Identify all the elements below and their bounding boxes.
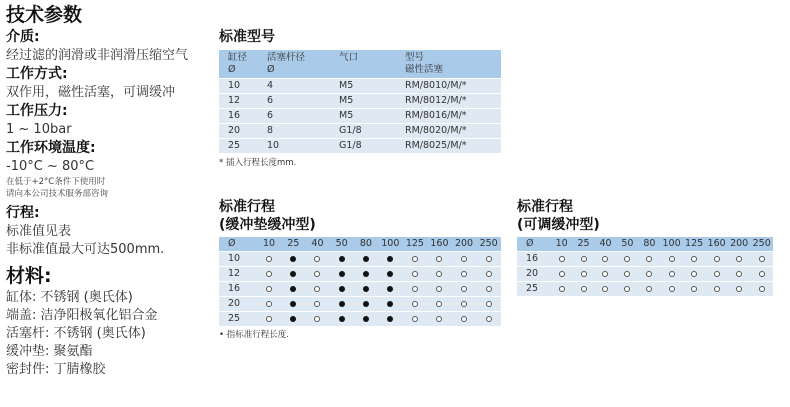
bore-cell: 25 xyxy=(219,311,257,326)
bore-cell: 25 xyxy=(219,138,267,153)
standard-stroke-dot xyxy=(339,271,345,277)
available-stroke-circle xyxy=(266,256,272,262)
material-2: 端盖: 洁净阳极氧化铝合金 xyxy=(6,308,158,323)
stroke-cell xyxy=(476,281,501,296)
temp-label: 工作环境温度: xyxy=(6,140,96,156)
available-stroke-circle xyxy=(602,271,608,277)
available-stroke-circle xyxy=(581,271,587,277)
port-cell: G1/8 xyxy=(339,138,405,153)
port-header: 气口 xyxy=(339,52,359,63)
rod-cell: 6 xyxy=(267,108,339,123)
standard-stroke-dot xyxy=(290,316,296,322)
stroke-header: 50 xyxy=(335,238,348,250)
stroke-cell xyxy=(660,266,683,281)
bore-cell: 10 xyxy=(219,251,257,266)
stroke-header: 10 xyxy=(262,238,276,250)
stroke-cell xyxy=(573,251,595,266)
standard-stroke-dot xyxy=(363,301,369,307)
stroke-cell xyxy=(354,266,378,281)
stroke-cell xyxy=(750,266,773,281)
stroke-pad-title: 标准行程 xyxy=(219,199,275,215)
medium-value: 经过滤的润滑或非润滑压缩空气 xyxy=(6,48,189,63)
standard-stroke-dot xyxy=(387,271,393,277)
stroke-cell xyxy=(330,281,354,296)
stroke-cell xyxy=(257,311,281,326)
standard-stroke-dot xyxy=(363,256,369,262)
stroke-header: 125 xyxy=(685,238,704,250)
available-stroke-circle xyxy=(602,286,608,292)
standard-stroke-dot xyxy=(363,271,369,277)
stroke-cell xyxy=(683,281,706,296)
available-stroke-circle xyxy=(714,286,720,292)
available-stroke-circle xyxy=(736,256,742,262)
available-stroke-circle xyxy=(669,271,675,277)
stroke-cell xyxy=(452,296,477,311)
bore-cell: 10 xyxy=(219,78,267,93)
available-stroke-circle xyxy=(559,256,565,262)
model-cell: RM/8016/M/* xyxy=(405,108,501,123)
available-stroke-circle xyxy=(559,271,565,277)
available-stroke-circle xyxy=(559,286,565,292)
stroke-header: 250 xyxy=(479,238,498,250)
stroke-cell xyxy=(427,296,452,311)
stroke-cell xyxy=(257,266,281,281)
available-stroke-circle xyxy=(436,316,442,322)
standard-stroke-dot xyxy=(290,271,296,277)
pressure-label: 工作压力: xyxy=(6,103,68,119)
stroke-cell xyxy=(595,281,617,296)
available-stroke-circle xyxy=(461,271,467,277)
standard-stroke-dot xyxy=(387,256,393,262)
available-stroke-circle xyxy=(266,271,272,277)
models-table xyxy=(219,50,501,153)
rod-header: 活塞杆径 Ø xyxy=(267,52,306,75)
available-stroke-circle xyxy=(461,256,467,262)
stroke-cell xyxy=(728,251,751,266)
port-cell: G1/8 xyxy=(339,123,405,138)
temp-value: -10°C ~ 80°C xyxy=(6,159,95,174)
stroke-header: 25 xyxy=(577,238,590,250)
material-title: 材料: xyxy=(6,265,52,287)
available-stroke-circle xyxy=(759,256,765,262)
models-header-row xyxy=(219,50,501,78)
stroke-pad-subtitle: (缓冲垫缓冲型) xyxy=(219,217,316,233)
available-stroke-circle xyxy=(412,256,418,262)
table-row xyxy=(219,108,501,123)
stroke-cell xyxy=(551,251,573,266)
stroke-header-row xyxy=(219,237,501,251)
port-cell: M5 xyxy=(339,93,405,108)
available-stroke-circle xyxy=(314,271,320,277)
standard-stroke-dot xyxy=(339,256,345,262)
available-stroke-circle xyxy=(461,316,467,322)
available-stroke-circle xyxy=(412,301,418,307)
available-stroke-circle xyxy=(314,316,320,322)
table-row xyxy=(219,311,501,326)
rod-cell: 4 xyxy=(267,78,339,93)
stroke-header: 200 xyxy=(730,238,749,250)
available-stroke-circle xyxy=(646,256,652,262)
stroke-header: 80 xyxy=(643,238,656,250)
standard-stroke-dot xyxy=(387,316,393,322)
available-stroke-circle xyxy=(624,271,630,277)
available-stroke-circle xyxy=(691,271,697,277)
standard-stroke-dot xyxy=(387,286,393,292)
bore-cell: 20 xyxy=(219,296,257,311)
model-cell: RM/8010/M/* xyxy=(405,78,501,93)
stroke-header: 160 xyxy=(707,238,726,250)
stroke-cell xyxy=(638,266,660,281)
stroke-cell xyxy=(403,266,428,281)
stroke-header: 250 xyxy=(752,238,771,250)
stroke-cell xyxy=(403,251,428,266)
available-stroke-circle xyxy=(714,271,720,277)
available-stroke-circle xyxy=(714,256,720,262)
table-row xyxy=(219,78,501,93)
stroke-cell xyxy=(257,251,281,266)
available-stroke-circle xyxy=(646,286,652,292)
available-stroke-circle xyxy=(266,301,272,307)
stroke-cell xyxy=(452,311,477,326)
stroke-cell xyxy=(281,266,305,281)
stroke-cell xyxy=(378,281,403,296)
table-row xyxy=(219,281,501,296)
available-stroke-circle xyxy=(412,271,418,277)
table-row xyxy=(219,123,501,138)
stroke-cell xyxy=(378,251,403,266)
available-stroke-circle xyxy=(759,286,765,292)
port-cell: M5 xyxy=(339,108,405,123)
stroke-value-1: 标准值见表 xyxy=(6,224,72,239)
stroke-cell xyxy=(595,251,617,266)
stroke-cell xyxy=(427,251,452,266)
stroke-header: 125 xyxy=(405,238,424,250)
available-stroke-circle xyxy=(486,256,492,262)
table-row xyxy=(219,296,501,311)
stroke-pad-section xyxy=(219,198,501,341)
bore-cell: 20 xyxy=(219,123,267,138)
stroke-cell xyxy=(705,251,728,266)
temp-note-1: 在低于+2°C条件下使用时 xyxy=(6,177,106,187)
stroke-cell xyxy=(354,251,378,266)
stroke-cell xyxy=(281,311,305,326)
stroke-cell xyxy=(660,281,683,296)
available-stroke-circle xyxy=(691,286,697,292)
stroke-cell xyxy=(330,266,354,281)
table-row xyxy=(517,266,773,281)
available-stroke-circle xyxy=(759,271,765,277)
bore-cell: 16 xyxy=(219,108,267,123)
diameter-symbol: Ø xyxy=(228,238,236,250)
material-4: 缓冲垫: 聚氨酯 xyxy=(6,344,93,359)
bore-cell: 20 xyxy=(517,266,551,281)
standard-stroke-dot xyxy=(290,286,296,292)
stroke-cell xyxy=(427,266,452,281)
available-stroke-circle xyxy=(581,286,587,292)
stroke-cell xyxy=(257,296,281,311)
model-cell: RM/8025/M/* xyxy=(405,138,501,153)
table-row xyxy=(219,251,501,266)
available-stroke-circle xyxy=(266,316,272,322)
spec-title: 技术参数 xyxy=(6,4,83,26)
stroke-cell xyxy=(728,266,751,281)
table-row xyxy=(517,251,773,266)
stroke-cell xyxy=(281,251,305,266)
stroke-cell xyxy=(403,311,428,326)
stroke-cell xyxy=(305,281,329,296)
available-stroke-circle xyxy=(412,316,418,322)
stroke-cell xyxy=(573,266,595,281)
stroke-header: 200 xyxy=(454,238,474,250)
stroke-adj-subtitle: (可调缓冲型) xyxy=(517,217,600,233)
stroke-cell xyxy=(616,251,638,266)
material-5: 密封件: 丁腈橡胶 xyxy=(6,362,106,377)
stroke-cell xyxy=(427,311,452,326)
bore-cell: 12 xyxy=(219,93,267,108)
mode-value: 双作用，磁性活塞，可调缓冲 xyxy=(6,85,176,100)
available-stroke-circle xyxy=(486,271,492,277)
standard-stroke-dot xyxy=(290,256,296,262)
available-stroke-circle xyxy=(486,286,492,292)
table-row xyxy=(219,93,501,108)
stroke-cell xyxy=(573,281,595,296)
stroke-cell xyxy=(378,266,403,281)
stroke-cell xyxy=(750,251,773,266)
stroke-header: 100 xyxy=(662,238,681,250)
stroke-cell xyxy=(638,281,660,296)
stroke-cell xyxy=(638,251,660,266)
stroke-header-row xyxy=(517,237,773,251)
available-stroke-circle xyxy=(314,256,320,262)
bore-cell: 12 xyxy=(219,266,257,281)
stroke-cell xyxy=(660,251,683,266)
stroke-cell xyxy=(452,281,477,296)
stroke-cell xyxy=(616,266,638,281)
stroke-pad-table xyxy=(219,237,501,326)
available-stroke-circle xyxy=(461,301,467,307)
bore-cell: 16 xyxy=(517,251,551,266)
stroke-adj-title: 标准行程 xyxy=(517,199,573,215)
standard-stroke-dot xyxy=(363,286,369,292)
rod-cell: 6 xyxy=(267,93,339,108)
stroke-cell xyxy=(378,311,403,326)
available-stroke-circle xyxy=(436,286,442,292)
available-stroke-circle xyxy=(602,256,608,262)
available-stroke-circle xyxy=(486,316,492,322)
pressure-value: 1 ~ 10bar xyxy=(6,122,72,137)
table-row xyxy=(219,138,501,153)
available-stroke-circle xyxy=(486,301,492,307)
models-title: 标准型号 xyxy=(219,29,275,45)
stroke-cell xyxy=(476,266,501,281)
stroke-cell xyxy=(354,296,378,311)
bore-header: 缸径 Ø xyxy=(228,52,248,75)
stroke-cell xyxy=(452,251,477,266)
diameter-symbol: Ø xyxy=(526,238,534,250)
available-stroke-circle xyxy=(314,301,320,307)
model-header: 型号 磁性活塞 xyxy=(405,52,444,75)
available-stroke-circle xyxy=(669,256,675,262)
available-stroke-circle xyxy=(624,286,630,292)
stroke-cell xyxy=(452,266,477,281)
standard-stroke-dot xyxy=(339,316,345,322)
stroke-cell xyxy=(281,296,305,311)
port-cell: M5 xyxy=(339,78,405,93)
stroke-cell xyxy=(728,281,751,296)
stroke-cell xyxy=(683,266,706,281)
stroke-cell xyxy=(305,251,329,266)
stroke-cell xyxy=(305,311,329,326)
available-stroke-circle xyxy=(436,301,442,307)
stroke-cell xyxy=(330,311,354,326)
mode-label: 工作方式: xyxy=(6,66,68,82)
available-stroke-circle xyxy=(669,286,675,292)
stroke-cell xyxy=(257,281,281,296)
models-section xyxy=(219,28,501,169)
stroke-adj-table xyxy=(517,237,773,296)
available-stroke-circle xyxy=(646,271,652,277)
stroke-cell xyxy=(403,296,428,311)
stroke-cell xyxy=(427,281,452,296)
stroke-header: 40 xyxy=(599,238,612,250)
available-stroke-circle xyxy=(736,286,742,292)
stroke-header: 10 xyxy=(555,238,568,250)
stroke-cell xyxy=(750,281,773,296)
model-cell: RM/8012/M/* xyxy=(405,93,501,108)
temp-note-2: 请向本公司技术服务部咨询 xyxy=(6,189,109,199)
stroke-header: 80 xyxy=(359,238,372,250)
stroke-header: 25 xyxy=(287,238,300,250)
table-row xyxy=(219,266,501,281)
stroke-cell xyxy=(705,281,728,296)
stroke-cell xyxy=(595,266,617,281)
standard-stroke-dot xyxy=(363,316,369,322)
material-1: 缸体: 不锈钢 (奥氏体) xyxy=(6,290,133,305)
standard-stroke-dot xyxy=(339,301,345,307)
standard-stroke-dot xyxy=(387,301,393,307)
rod-cell: 10 xyxy=(267,138,339,153)
available-stroke-circle xyxy=(581,256,587,262)
stroke-cell xyxy=(378,296,403,311)
stroke-cell xyxy=(476,296,501,311)
stroke-cell xyxy=(476,311,501,326)
stroke-header: 100 xyxy=(381,238,400,250)
available-stroke-circle xyxy=(461,286,467,292)
model-cell: RM/8020/M/* xyxy=(405,123,501,138)
stroke-cell xyxy=(354,311,378,326)
stroke-cell xyxy=(281,281,305,296)
stroke-header: 40 xyxy=(311,238,324,250)
stroke-cell xyxy=(683,251,706,266)
stroke-cell xyxy=(476,251,501,266)
stroke-cell xyxy=(354,281,378,296)
rod-cell: 8 xyxy=(267,123,339,138)
available-stroke-circle xyxy=(624,256,630,262)
available-stroke-circle xyxy=(436,256,442,262)
stroke-cell xyxy=(551,281,573,296)
stroke-label: 行程: xyxy=(6,205,40,221)
bore-cell: 25 xyxy=(517,281,551,296)
medium-label: 介质: xyxy=(6,29,40,45)
stroke-cell xyxy=(305,266,329,281)
stroke-adj-section xyxy=(517,198,773,296)
stroke-cell xyxy=(616,281,638,296)
stroke-header: 160 xyxy=(430,238,449,250)
available-stroke-circle xyxy=(736,271,742,277)
stroke-value-2: 非标准值最大可达500mm. xyxy=(6,242,165,257)
available-stroke-circle xyxy=(436,271,442,277)
available-stroke-circle xyxy=(412,286,418,292)
stroke-cell xyxy=(705,266,728,281)
bore-cell: 16 xyxy=(219,281,257,296)
stroke-header: 50 xyxy=(621,238,634,250)
stroke-pad-note: • 指标准行程长度. xyxy=(219,330,289,340)
standard-stroke-dot xyxy=(290,301,296,307)
available-stroke-circle xyxy=(266,286,272,292)
stroke-cell xyxy=(551,266,573,281)
available-stroke-circle xyxy=(314,286,320,292)
available-stroke-circle xyxy=(691,256,697,262)
stroke-cell xyxy=(403,281,428,296)
material-3: 活塞杆: 不锈钢 (奥氏体) xyxy=(6,326,146,341)
stroke-cell xyxy=(330,251,354,266)
standard-stroke-dot xyxy=(339,286,345,292)
spec-column xyxy=(6,2,216,379)
models-note: * 插入行程长度mm. xyxy=(219,158,297,168)
stroke-cell xyxy=(330,296,354,311)
stroke-cell xyxy=(305,296,329,311)
table-row xyxy=(517,281,773,296)
